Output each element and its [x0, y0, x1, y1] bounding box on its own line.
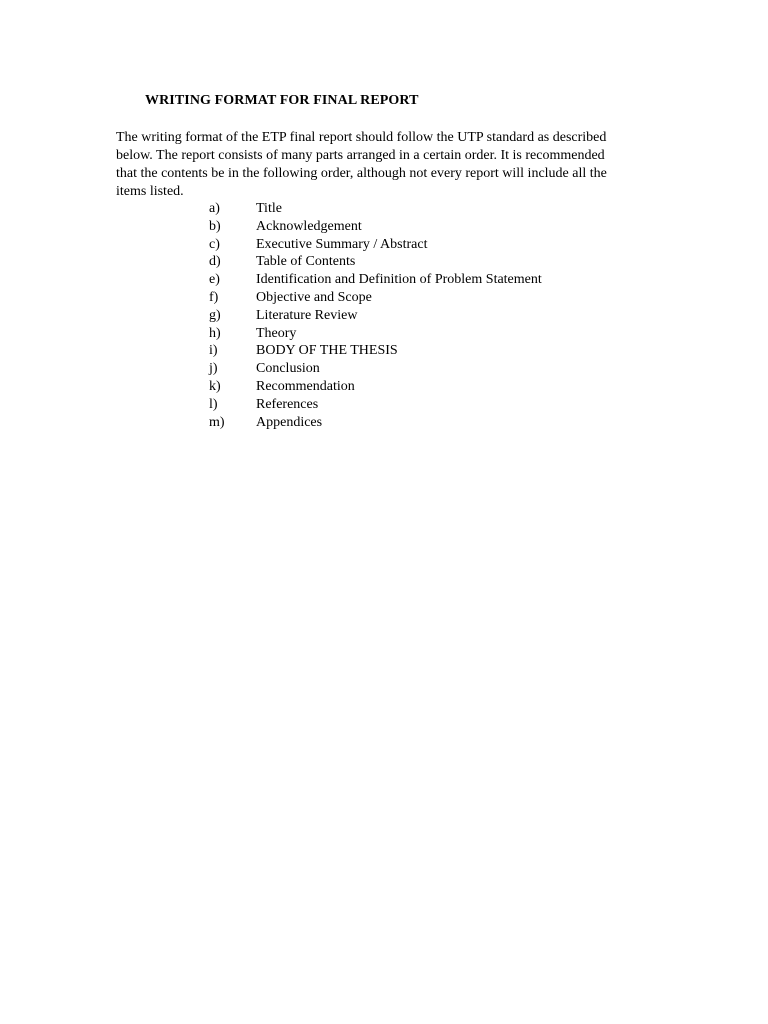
- list-item-text: BODY OF THE THESIS: [256, 343, 398, 359]
- list-item-text: Table of Contents: [256, 254, 356, 270]
- list-item-letter: l): [209, 396, 218, 412]
- list-item-text: Appendices: [256, 414, 323, 430]
- list-item-letter: j): [209, 361, 218, 377]
- list-item: [209, 307, 542, 325]
- list-item: [209, 396, 542, 414]
- list-item-text: Identification and Definition of Problem Statement: [256, 272, 542, 288]
- list-item: [209, 342, 542, 360]
- list-item: [209, 325, 542, 343]
- list-item-letter: i): [209, 343, 218, 359]
- list-item: [209, 200, 542, 218]
- list-item-text: Acknowledgement: [256, 218, 362, 234]
- intro-paragraph: [116, 129, 656, 201]
- document-heading: WRITING FORMAT FOR FINAL REPORT: [145, 93, 419, 108]
- list-item-text: Literature Review: [256, 307, 358, 323]
- list-item-text: Theory: [256, 325, 297, 341]
- list-item-text: Objective and Scope: [256, 289, 372, 305]
- list-item-letter: m): [209, 414, 225, 430]
- list-item-letter: a): [209, 201, 220, 216]
- list-item: [209, 360, 542, 378]
- list-item-text: Conclusion: [256, 361, 320, 377]
- list-item: [209, 289, 542, 307]
- list-item-letter: d): [209, 254, 221, 270]
- list-item: [209, 378, 542, 396]
- list-item-letter: e): [209, 272, 220, 288]
- list-item-text: Recommendation: [256, 378, 355, 394]
- report-parts-list: [209, 200, 542, 431]
- list-item-letter: h): [209, 325, 221, 341]
- intro-line: that the contents be in the following order, although not every report will include all the: [116, 166, 607, 181]
- list-item-letter: k): [209, 378, 221, 394]
- list-item-letter: g): [209, 307, 221, 323]
- list-item: [209, 414, 542, 432]
- list-item-letter: b): [209, 218, 221, 234]
- list-item-text: References: [256, 396, 319, 412]
- list-item: [209, 236, 542, 254]
- intro-line: The writing format of the ETP final report should follow the UTP standard as described: [116, 130, 607, 145]
- intro-line: below. The report consists of many parts arranged in a certain order. It is recommended: [116, 148, 605, 163]
- list-item: [209, 253, 542, 271]
- list-item: [209, 271, 542, 289]
- list-item-letter: f): [209, 289, 219, 305]
- list-item-text: Executive Summary / Abstract: [256, 236, 428, 252]
- intro-line: items listed.: [116, 184, 184, 199]
- list-item-letter: c): [209, 236, 220, 252]
- list-item-text: Title: [256, 201, 282, 216]
- list-item: [209, 218, 542, 236]
